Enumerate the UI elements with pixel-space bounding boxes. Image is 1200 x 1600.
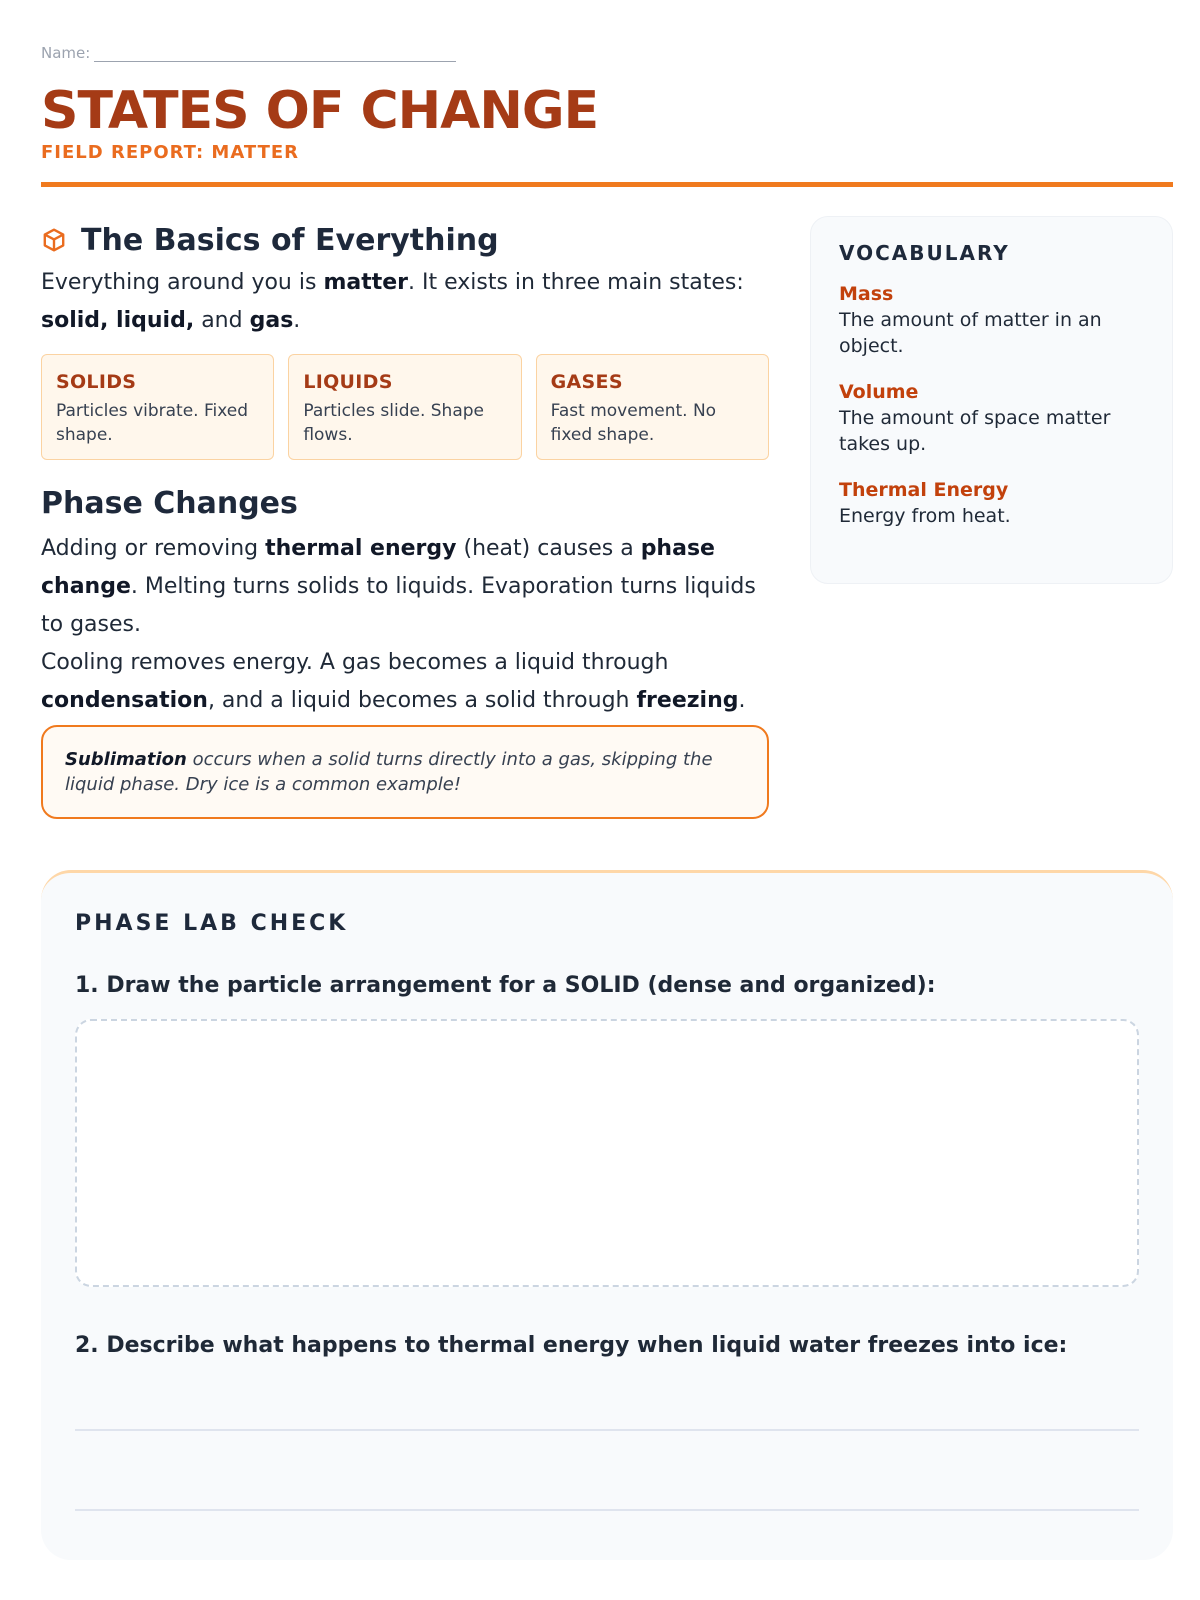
header-divider: [41, 182, 1173, 187]
lab-title: PHASE LAB CHECK: [75, 911, 349, 936]
basics-heading-text: The Basics of Everything: [81, 222, 499, 258]
vocab-definition: The amount of space matter takes up.: [839, 407, 1111, 455]
vocab-term: Mass: [839, 283, 894, 305]
basics-heading: [41, 218, 769, 262]
card-title: GASES: [550, 371, 623, 393]
page-subtitle: FIELD REPORT: MATTER: [41, 142, 299, 163]
main-content: [41, 218, 769, 795]
answer-line-2[interactable]: [75, 1509, 1139, 1511]
card-text: Particles slide. Shape flows.: [303, 401, 484, 445]
card-text: Particles vibrate. Fixed shape.: [56, 401, 249, 445]
card-solids: [41, 354, 274, 460]
name-field[interactable]: [94, 45, 456, 62]
drawing-area[interactable]: [75, 1019, 1139, 1287]
vocabulary-box: [810, 216, 1173, 584]
card-liquids: [288, 354, 521, 460]
vocab-entry-mass: [839, 283, 1144, 359]
name-field-row: [41, 44, 456, 62]
basics-intro: Everything around you is matter. It exists in three main states: solid, liquid, and gas.: [41, 270, 744, 333]
vocab-definition: The amount of matter in an object.: [839, 309, 1102, 357]
phase-body: [41, 530, 769, 720]
vocab-entry-volume: [839, 381, 1144, 457]
phase-paragraph-1: Adding or removing thermal energy (heat) causes a phase change. Melting turns solids to liquids. Evaporation turns liquids to gases.: [41, 536, 756, 637]
answer-line-1[interactable]: [75, 1429, 1139, 1431]
card-title: SOLIDS: [56, 371, 137, 393]
phase-paragraph-2: Cooling removes energy. A gas becomes a liquid through condensation, and a liquid becomes a solid through freezing.: [41, 650, 746, 713]
sublimation-callout: Sublimation occurs when a solid turns directly into a gas, skipping the liquid phase. Dry ice is a common example!: [41, 725, 769, 819]
vocabulary-title: VOCABULARY: [839, 241, 1010, 265]
cube-icon: [41, 227, 67, 253]
vocab-definition: Energy from heat.: [839, 505, 1011, 527]
card-text: Fast movement. No fixed shape.: [550, 401, 717, 445]
card-gases: [536, 354, 769, 460]
card-title: LIQUIDS: [303, 371, 393, 393]
page-title: STATES OF CHANGE: [41, 81, 599, 141]
vocab-entry-thermal-energy: [839, 479, 1144, 529]
vocab-term: Thermal Energy: [839, 479, 1009, 501]
phase-lab-check: [41, 870, 1173, 1560]
phase-heading: Phase Changes: [41, 486, 298, 521]
vocab-term: Volume: [839, 381, 919, 403]
question-2: 2. Describe what happens to thermal energy when liquid water freezes into ice:: [75, 1333, 1068, 1358]
worksheet-page: [41, 0, 1173, 1600]
question-1: 1. Draw the particle arrangement for a SOLID (dense and organized):: [75, 973, 936, 998]
name-label: Name:: [41, 44, 91, 62]
state-cards: [41, 354, 769, 460]
